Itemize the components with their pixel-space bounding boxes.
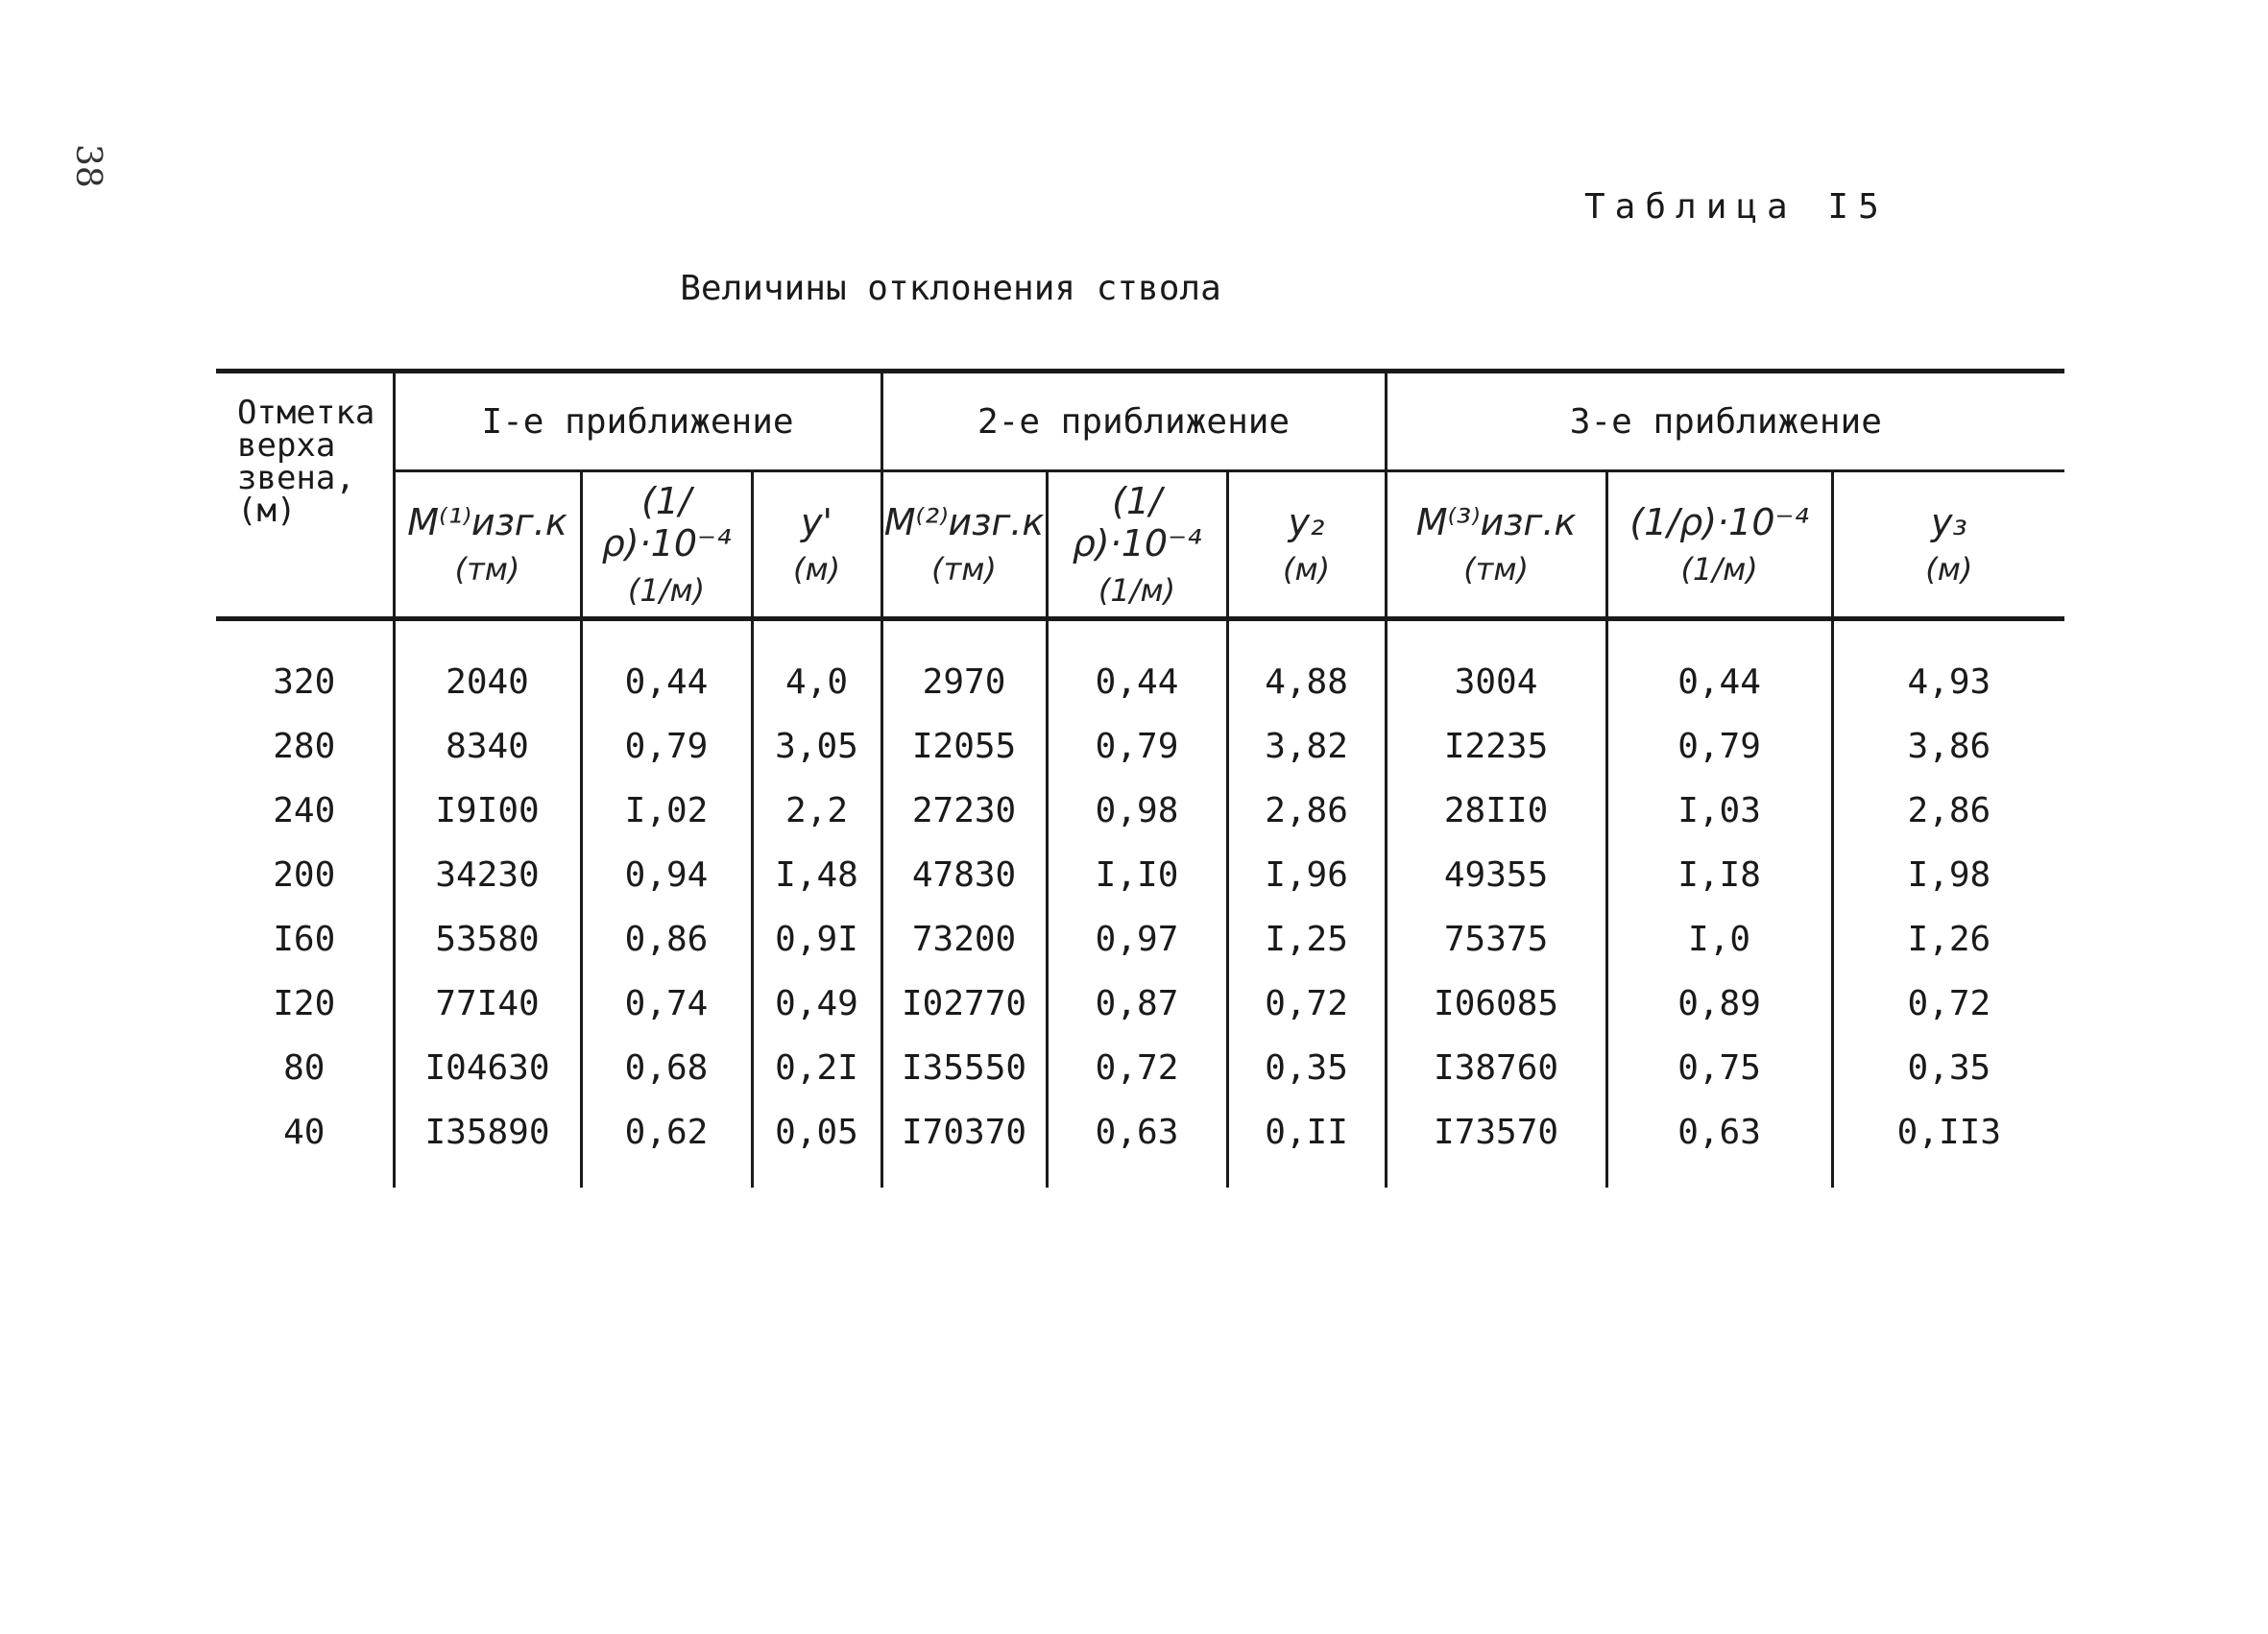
value-cell: 0,72 (1832, 972, 2064, 1036)
column-symbol: M⁽²⁾изг.к (883, 501, 1045, 543)
value-cell: 0,79 (1047, 714, 1227, 779)
value-cell: 2,86 (1832, 779, 2064, 843)
column-symbol: (1/ρ)·10⁻⁴ (601, 480, 732, 565)
value-cell: 0,II3 (1832, 1100, 2064, 1165)
value-cell: 0,68 (581, 1036, 752, 1100)
value-cell: 75375 (1386, 907, 1606, 972)
value-cell: I35550 (881, 1036, 1047, 1100)
column-unit: (1/м) (1680, 551, 1758, 588)
spacer-cell (394, 1165, 581, 1188)
value-cell: 0,44 (581, 619, 752, 715)
value-cell: 3,82 (1227, 714, 1386, 779)
table-row (216, 972, 2064, 1036)
value-cell: 0,72 (1047, 1036, 1227, 1100)
table-row (216, 1100, 2064, 1165)
value-cell: I,48 (752, 843, 881, 907)
value-cell: 0,62 (581, 1100, 752, 1165)
elevation-cell: 40 (283, 1113, 326, 1152)
spacer-cell (1227, 1165, 1386, 1188)
group-header-3: 3-е приближение (1386, 372, 2064, 471)
table-label: Таблица I5 (1584, 187, 1889, 227)
value-cell: 0,9I (752, 907, 881, 972)
deflection-table (216, 369, 2064, 1188)
value-cell: 3004 (1386, 619, 1606, 715)
group-header-1: I-е приближение (394, 372, 881, 471)
table-row (216, 1036, 2064, 1100)
column-header-3 (752, 471, 881, 619)
value-cell: I,I0 (1047, 843, 1227, 907)
value-cell: 27230 (881, 779, 1047, 843)
column-header-6 (1227, 471, 1386, 619)
value-cell: I04630 (394, 1036, 581, 1100)
value-cell: I,03 (1606, 779, 1832, 843)
column-unit: (м) (1925, 551, 1973, 588)
value-cell: 49355 (1386, 843, 1606, 907)
value-cell: I38760 (1386, 1036, 1606, 1100)
value-cell: I70370 (881, 1100, 1047, 1165)
spacer-cell (1606, 1165, 1832, 1188)
column-symbol: M⁽³⁾изг.к (1415, 501, 1577, 543)
column-unit: (1/м) (1098, 572, 1176, 609)
column-symbol: y' (801, 501, 832, 543)
elevation-cell: 320 (273, 662, 336, 702)
value-cell: I,96 (1227, 843, 1386, 907)
value-cell: 0,44 (1606, 619, 1832, 715)
column-unit: (тм) (1463, 551, 1529, 588)
value-cell: 2970 (881, 619, 1047, 715)
spacer-cell (752, 1165, 881, 1188)
column-unit: (м) (792, 551, 841, 588)
elevation-cell: 200 (273, 855, 336, 895)
value-cell: 73200 (881, 907, 1047, 972)
value-cell: I73570 (1386, 1100, 1606, 1165)
column-header-5 (1047, 471, 1227, 619)
column-unit: (тм) (454, 551, 520, 588)
table-bottom-spacer (216, 1165, 2064, 1188)
value-cell: 0,98 (1047, 779, 1227, 843)
value-cell: 2040 (394, 619, 581, 715)
column-symbol: (1/ρ)·10⁻⁴ (1629, 501, 1809, 543)
value-cell: I9I00 (394, 779, 581, 843)
value-cell: 3,05 (752, 714, 881, 779)
value-cell: 0,35 (1227, 1036, 1386, 1100)
value-cell: 0,72 (1227, 972, 1386, 1036)
value-cell: I2055 (881, 714, 1047, 779)
value-cell: I,98 (1832, 843, 2064, 907)
column-header-8 (1606, 471, 1832, 619)
table-title: Величины отклонения ствола (680, 269, 1221, 308)
value-cell: 0,75 (1606, 1036, 1832, 1100)
value-cell: 4,93 (1832, 619, 2064, 715)
value-cell: 0,97 (1047, 907, 1227, 972)
value-cell: 0,94 (581, 843, 752, 907)
value-cell: I,0 (1606, 907, 1832, 972)
table-row (216, 843, 2064, 907)
table-row (216, 714, 2064, 779)
value-cell: 4,0 (752, 619, 881, 715)
column-header-1 (394, 471, 581, 619)
value-cell: 0,79 (1606, 714, 1832, 779)
value-cell: 47830 (881, 843, 1047, 907)
spacer-cell (881, 1165, 1047, 1188)
spacer-cell (1047, 1165, 1227, 1188)
value-cell: I2235 (1386, 714, 1606, 779)
spacer-cell (581, 1165, 752, 1188)
value-cell: I35890 (394, 1100, 581, 1165)
column-unit: (1/м) (627, 572, 706, 609)
column-header-2 (581, 471, 752, 619)
elevation-column-header: Отметка верха звена, (м) (237, 394, 375, 530)
elevation-cell: 80 (283, 1048, 326, 1088)
elevation-cell: I20 (273, 984, 336, 1023)
table-body (216, 619, 2064, 1189)
value-cell: 3,86 (1832, 714, 2064, 779)
table-row (216, 907, 2064, 972)
column-header-9 (1832, 471, 2064, 619)
column-header-7 (1386, 471, 1606, 619)
value-cell: 0,35 (1832, 1036, 2064, 1100)
column-symbol: y₃ (1930, 501, 1967, 543)
value-cell: 0,86 (581, 907, 752, 972)
elevation-cell: 240 (273, 791, 336, 830)
value-cell: I06085 (1386, 972, 1606, 1036)
spacer-cell (1386, 1165, 1606, 1188)
spacer-cell (216, 1165, 394, 1188)
value-cell: 0,79 (581, 714, 752, 779)
elevation-cell: I60 (273, 920, 336, 959)
value-cell: 28II0 (1386, 779, 1606, 843)
value-cell: 2,86 (1227, 779, 1386, 843)
value-cell: I,02 (581, 779, 752, 843)
value-cell: I02770 (881, 972, 1047, 1036)
value-cell: 77I40 (394, 972, 581, 1036)
table-row (216, 619, 2064, 715)
value-cell: 0,63 (1047, 1100, 1227, 1165)
spacer-cell (1832, 1165, 2064, 1188)
value-cell: I,I8 (1606, 843, 1832, 907)
value-cell: I,25 (1227, 907, 1386, 972)
value-cell: 0,87 (1047, 972, 1227, 1036)
value-cell: 0,2I (752, 1036, 881, 1100)
column-unit: (тм) (931, 551, 997, 588)
value-cell: I,26 (1832, 907, 2064, 972)
value-cell: 8340 (394, 714, 581, 779)
value-cell: 0,II (1227, 1100, 1386, 1165)
header-group-row (216, 372, 2064, 471)
column-symbol: y₂ (1288, 501, 1325, 543)
elevation-cell: 280 (273, 727, 336, 766)
column-symbol: (1/ρ)·10⁻⁴ (1072, 480, 1202, 565)
value-cell: 0,89 (1606, 972, 1832, 1036)
table-row (216, 779, 2064, 843)
value-cell: 0,44 (1047, 619, 1227, 715)
value-cell: 0,05 (752, 1100, 881, 1165)
column-header-4 (881, 471, 1047, 619)
header-column-row (216, 471, 2064, 619)
value-cell: 0,63 (1606, 1100, 1832, 1165)
value-cell: 53580 (394, 907, 581, 972)
value-cell: 0,49 (752, 972, 881, 1036)
group-header-2: 2-е приближение (881, 372, 1386, 471)
value-cell: 0,74 (581, 972, 752, 1036)
value-cell: 34230 (394, 843, 581, 907)
page-number: 38 (68, 144, 108, 188)
column-unit: (м) (1282, 551, 1331, 588)
value-cell: 2,2 (752, 779, 881, 843)
value-cell: 4,88 (1227, 619, 1386, 715)
column-symbol: M⁽¹⁾изг.к (407, 501, 567, 543)
